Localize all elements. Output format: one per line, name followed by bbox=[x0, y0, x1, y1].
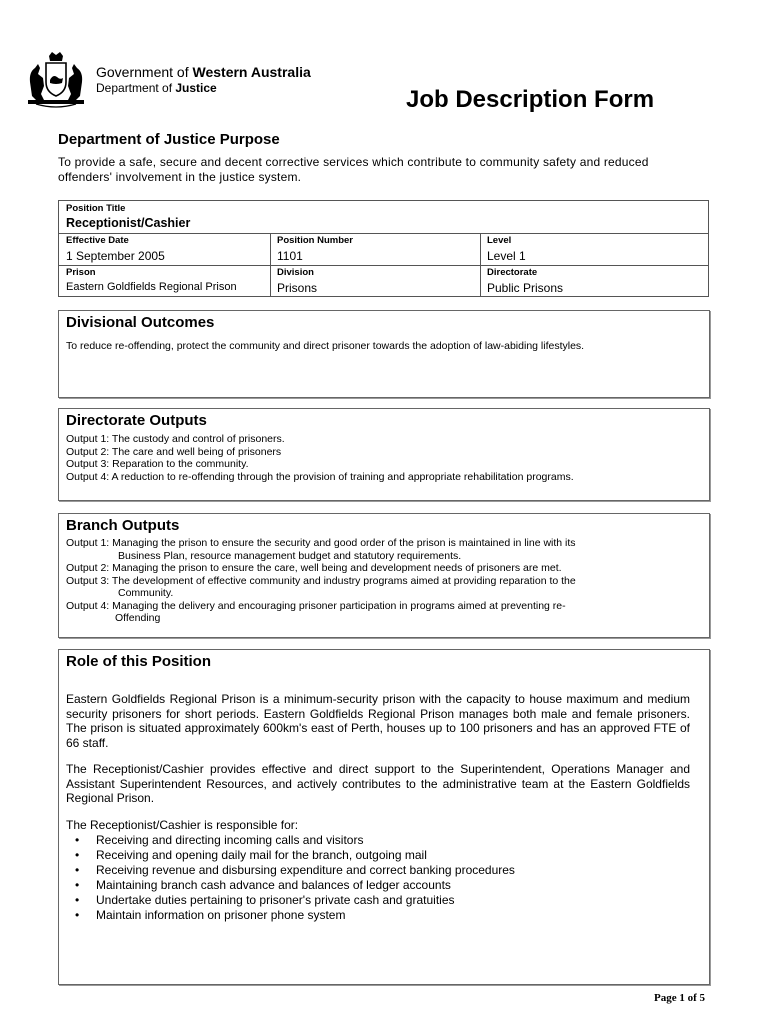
list-item: Output 1: The custody and control of prisoners. bbox=[66, 433, 285, 445]
list-item-continuation: Business Plan, resource management budget and statutory requirements. bbox=[118, 549, 462, 562]
directorate-outputs-title: Directorate Outputs bbox=[66, 412, 207, 429]
effective-date-value: 1 September 2005 bbox=[66, 249, 165, 263]
list-item: Output 4: Managing the delivery and encouraging prisoner participation in programs aimed at preventing re- bbox=[66, 599, 566, 612]
divisional-outcomes-section bbox=[58, 310, 710, 398]
list-item: • Receiving and directing incoming calls and visitors bbox=[75, 833, 364, 847]
list-item: Output 1: Managing the prison to ensure the security and good order of the prison is maintained in line with its bbox=[66, 537, 576, 549]
prison-value: Eastern Goldfields Regional Prison bbox=[66, 281, 237, 293]
division-label: Division bbox=[277, 267, 314, 278]
level-value: Level 1 bbox=[487, 249, 526, 263]
bullet-icon: • bbox=[75, 893, 80, 907]
effective-date-label: Effective Date bbox=[66, 235, 129, 246]
form-title: Job Description Form bbox=[406, 86, 655, 113]
list-item: • Receiving and opening daily mail for the branch, outgoing mail bbox=[75, 848, 427, 862]
list-item: Output 4: A reduction to re-offending through the provision of training and appropriate rehabilitation programs. bbox=[66, 470, 574, 483]
list-item-continuation: Community. bbox=[118, 587, 174, 599]
bullet-icon: • bbox=[75, 908, 80, 922]
directorate-value: Public Prisons bbox=[487, 281, 564, 295]
branch-outputs-title: Branch Outputs bbox=[66, 517, 180, 534]
directorate-outputs-section bbox=[58, 408, 710, 501]
list-item: Output 2: The care and well being of prisoners bbox=[66, 445, 282, 458]
list-item: Output 2: Managing the prison to ensure the care, well being and development needs of prisoners are met. bbox=[66, 562, 562, 574]
position-number-label: Position Number bbox=[277, 235, 354, 246]
purpose-text: To provide a safe, secure and decent corrective services which contribute to community safety and reduced offenders' involvement in the justice system. bbox=[58, 155, 649, 184]
state-coat-of-arms-icon bbox=[22, 52, 90, 110]
prison-label: Prison bbox=[66, 267, 96, 278]
page-number: Page 1 of 5 bbox=[654, 992, 706, 1004]
list-item: Output 3: Reparation to the community. bbox=[66, 458, 249, 470]
list-item-continuation: Offending bbox=[115, 612, 161, 624]
role-paragraph-1: Eastern Goldfields Regional Prison is a minimum-security prison with the capacity to house maximum and medium security prisoners for short periods. Eastern Goldfields Regional Prison manages both male and female prisoners. The prison is situated approximately 600km's east of Perth, houses up to 100 prisoners and has an approved FTE of 66 staff. bbox=[66, 692, 690, 750]
divisional-outcomes-title: Divisional Outcomes bbox=[66, 314, 215, 331]
position-number-value: 1101 bbox=[277, 249, 303, 263]
bullet-icon: • bbox=[75, 863, 80, 877]
division-value: Prisons bbox=[277, 281, 318, 295]
bullet-icon: • bbox=[75, 848, 80, 862]
purpose-heading: Department of Justice Purpose bbox=[58, 131, 280, 148]
responsibilities-intro: The Receptionist/Cashier is responsible for: bbox=[66, 818, 299, 832]
position-title-label: Position Title bbox=[66, 203, 126, 214]
role-of-position-title: Role of this Position bbox=[66, 653, 211, 670]
level-label: Level bbox=[487, 235, 512, 246]
directorate-outputs-list bbox=[66, 433, 574, 483]
directorate-label: Directorate bbox=[487, 267, 538, 278]
role-of-position-section bbox=[58, 649, 710, 985]
branch-outputs-list bbox=[66, 537, 576, 625]
role-paragraph-2: The Receptionist/Cashier provides effective and direct support to the Superintendent, Operations Manager and Assistant Superintendent Resources, and actively contributes to the administrative team at the Eastern Goldfields Regional Prison. bbox=[66, 762, 690, 806]
department-name: Department of Justice bbox=[96, 81, 217, 95]
list-item: Output 3: The development of effective community and industry programs aimed at providing reparation to the bbox=[66, 574, 576, 587]
government-name: Government of Western Australia bbox=[96, 64, 311, 80]
divisional-outcomes-text: To reduce re-offending, protect the community and direct prisoner towards the adoption of law-abiding lifestyles. bbox=[66, 340, 585, 352]
position-details-table bbox=[58, 200, 709, 297]
list-item: • Receiving revenue and disbursing expenditure and correct banking procedures bbox=[75, 863, 515, 877]
list-item: • Maintaining branch cash advance and balances of ledger accounts bbox=[75, 878, 451, 892]
responsibilities-list bbox=[66, 818, 515, 923]
list-item: • Undertake duties pertaining to prisoner's private cash and gratuities bbox=[75, 893, 455, 907]
list-item: • Maintain information on prisoner phone system bbox=[75, 908, 346, 922]
bullet-icon: • bbox=[75, 878, 80, 892]
position-title-value: Receptionist/Cashier bbox=[66, 216, 191, 230]
bullet-icon: • bbox=[75, 833, 80, 847]
branch-outputs-section bbox=[58, 513, 710, 638]
